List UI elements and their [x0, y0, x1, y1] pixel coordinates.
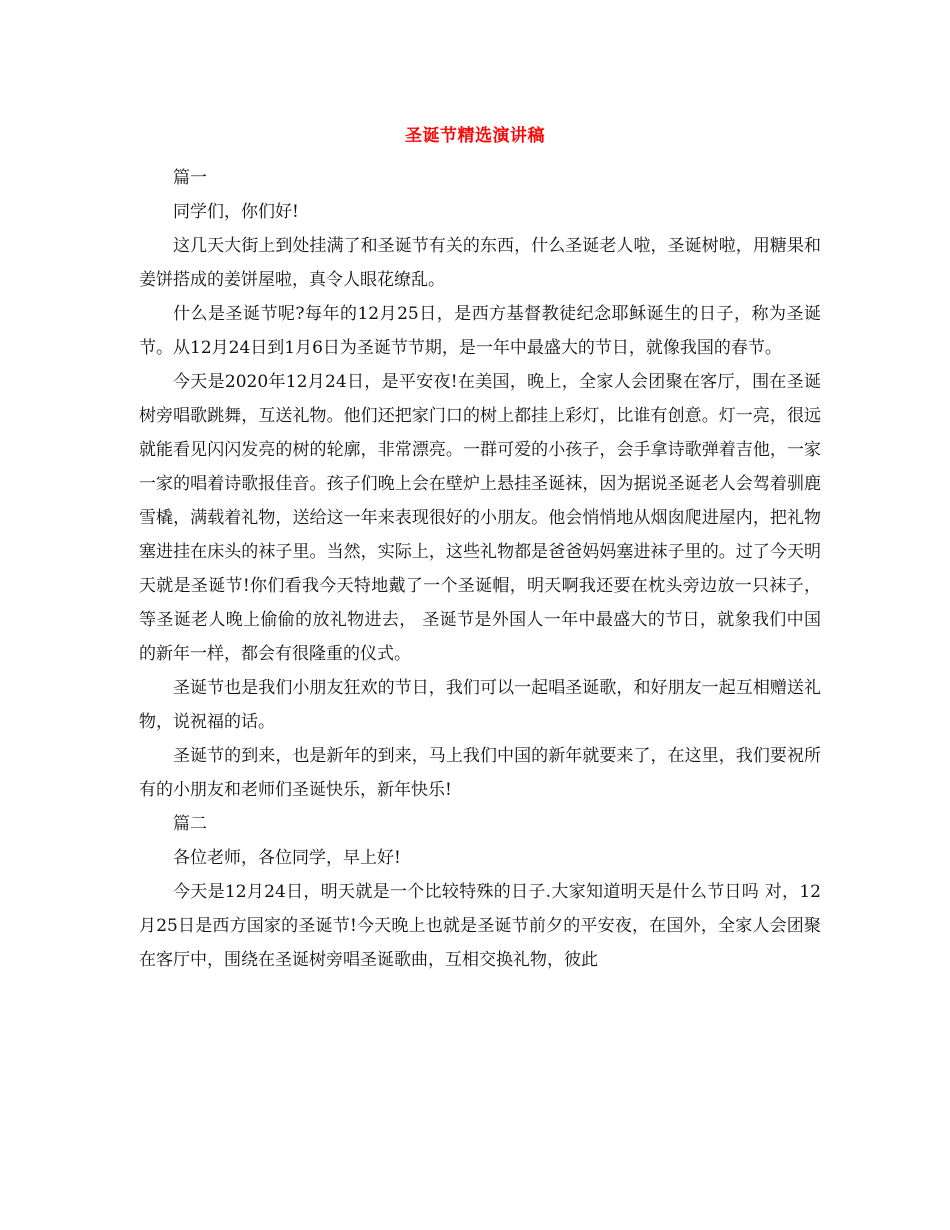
paragraph: 今天是12月24日，明天就是一个比较特殊的日子.大家知道明天是什么节日吗 对，12月25日是西方国家的圣诞节!今天晚上也就是圣诞节前夕的平安夜，在国外，全家人会团聚在客厅中，围绕在圣诞树旁唱圣诞歌曲，互相交换礼物，彼此: [139, 882, 821, 970]
paragraph: 圣诞节的到来，也是新年的到来，马上我们中国的新年就要来了，在这里，我们要祝所有的小朋友和老师们圣诞快乐，新年快乐!: [139, 746, 821, 800]
paragraph: 什么是圣诞节呢?每年的12月25日，是西方基督教徒纪念耶稣诞生的日子，称为圣诞节。从12月24日到1月6日为圣诞节节期，是一年中最盛大的节日，就像我国的春节。: [139, 304, 821, 358]
section-heading: 篇一: [173, 168, 207, 188]
paragraph: 各位老师，各位同学，早上好!: [173, 848, 401, 868]
document-body: [139, 161, 821, 977]
paragraph: 今天是2020年12月24日，是平安夜!在美国，晚上，全家人会团聚在客厅，围在圣诞树旁唱歌跳舞，互送礼物。他们还把家门口的树上都挂上彩灯，比谁有创意。灯一亮，很远就能看见闪闪发亮的树的轮廓，非常漂亮。一群可爱的小孩子，会手拿诗歌弹着吉他，一家一家的唱着诗歌报佳音。孩子们晚上会在壁炉上悬挂圣诞袜，因为据说圣诞老人会驾着驯鹿雪橇，满载着礼物，送给这一年来表现很好的小朋友。他会悄悄地从烟囱爬进屋内，把礼物塞进挂在床头的袜子里。当然，实际上，这些礼物都是爸爸妈妈塞进袜子里的。过了今天明天就是圣诞节!你们看我今天特地戴了一个圣诞帽，明天啊我还要在枕头旁边放一只袜子，等圣诞老人晚上偷偷的放礼物进去， 圣诞节是外国人一年中最盛大的节日，就象我们中国的新年一样，都会有很隆重的仪式。: [139, 372, 821, 664]
paragraph: 圣诞节也是我们小朋友狂欢的节日，我们可以一起唱圣诞歌，和好朋友一起互相赠送礼物，说祝福的话。: [139, 678, 821, 732]
paragraph: 同学们，你们好!: [173, 202, 299, 222]
document-title: 圣诞节精选演讲稿: [405, 126, 545, 146]
section-heading: 篇二: [173, 814, 207, 834]
paragraph: 这几天大街上到处挂满了和圣诞节有关的东西，什么圣诞老人啦，圣诞树啦，用糖果和姜饼搭成的姜饼屋啦，真令人眼花缭乱。: [139, 236, 821, 290]
